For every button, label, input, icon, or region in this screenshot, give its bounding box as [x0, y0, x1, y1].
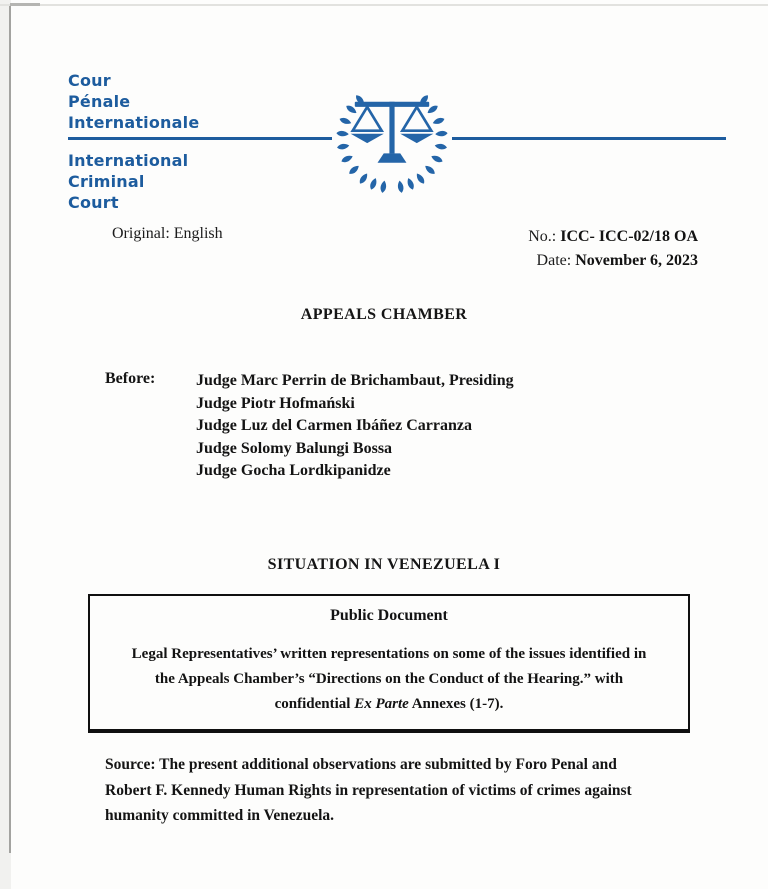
- judge-entry: Judge Marc Perrin de Brichambaut, Presiding: [196, 372, 514, 389]
- scan-top-edge-line: [0, 4, 768, 6]
- title-line3-post: Annexes (1-7).: [408, 696, 504, 712]
- judge-entry: Judge Luz del Carmen Ibáñez Carranza: [196, 417, 472, 434]
- before-label: Before:: [105, 370, 156, 387]
- scan-left-edge-line: [9, 5, 11, 853]
- original-language: Original: English: [112, 225, 223, 242]
- source-paragraph: [105, 752, 632, 829]
- situation-heading: SITUATION IN VENEZUELA I: [267, 556, 501, 573]
- org-name-en-line: Criminal: [68, 172, 145, 191]
- title-line3-italic: Ex Parte: [354, 696, 409, 712]
- document-title-box: [88, 594, 690, 733]
- source-line: humanity committed in Venezuela.: [105, 807, 335, 824]
- org-name-fr-line: Cour: [68, 71, 111, 90]
- classification-label: Public Document: [330, 607, 448, 624]
- org-name-english: [68, 150, 188, 213]
- header-divider-right: [452, 137, 726, 140]
- case-date-value: November 6, 2023: [575, 252, 698, 269]
- document-title-line: Legal Representatives’ written representations on some of the issues identified in: [131, 646, 647, 662]
- source-line: Source: The present additional observations are submitted by Foro Penal and: [105, 756, 617, 773]
- case-number-line: [528, 225, 698, 249]
- org-name-en-line: International: [68, 151, 189, 170]
- judges-list: [196, 370, 514, 483]
- scan-top-corner-mark: [10, 3, 40, 6]
- header-divider-left: [68, 137, 332, 140]
- judge-entry: Judge Piotr Hofmański: [196, 394, 355, 412]
- case-date-label: Date:: [536, 252, 576, 269]
- document-title-line: the Appeals Chamber’s “Directions on the Conduct of the Hearing.” with: [154, 671, 624, 687]
- org-name-en-line: Court: [68, 193, 119, 212]
- judge-entry: Judge Solomy Balungi Bossa: [196, 439, 393, 457]
- title-line3-pre: confidential: [274, 696, 355, 712]
- source-line: Robert F. Kennedy Human Rights in representation of victims of crimes against: [105, 781, 632, 799]
- case-meta: [528, 225, 698, 273]
- org-name-french: [68, 70, 199, 133]
- document-title-line: [104, 692, 674, 717]
- case-number-value: ICC- ICC-02/18 OA: [560, 228, 698, 245]
- org-name-fr-line: Internationale: [68, 113, 200, 132]
- scales-of-justice-icon: [330, 84, 454, 196]
- case-date-line: [528, 249, 698, 273]
- scales: [351, 102, 434, 163]
- chamber-heading: APPEALS CHAMBER: [300, 306, 468, 323]
- judge-entry: Judge Gocha Lordkipanidze: [196, 462, 391, 479]
- org-name-fr-line: Pénale: [68, 92, 131, 111]
- case-number-label: No.:: [528, 228, 561, 245]
